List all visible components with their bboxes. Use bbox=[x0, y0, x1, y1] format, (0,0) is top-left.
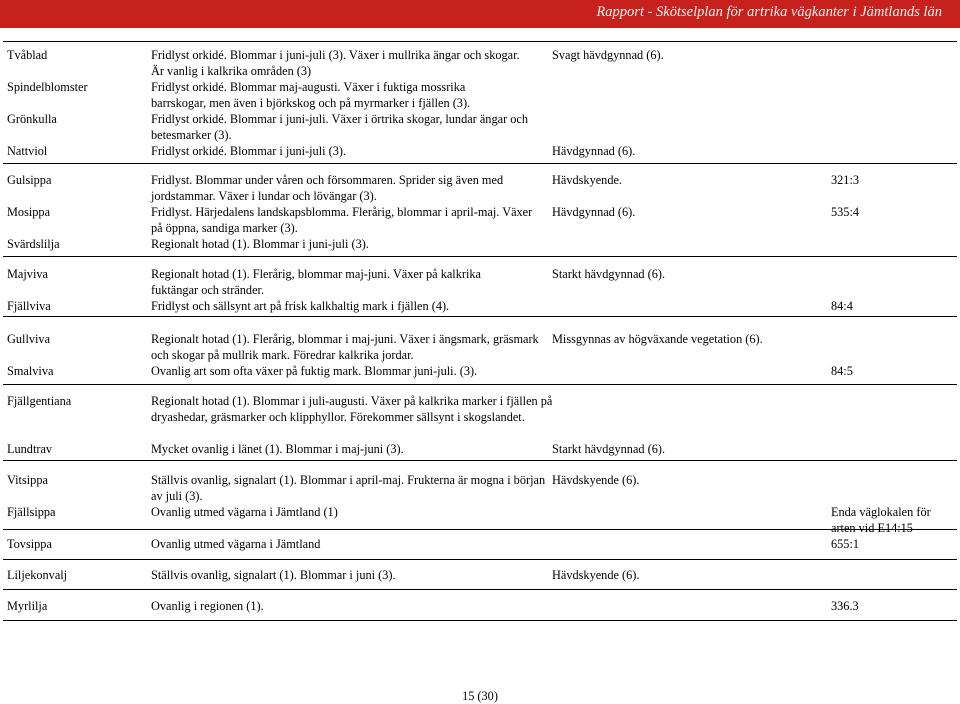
species-status: Starkt hävdgynnad (6). bbox=[552, 442, 666, 456]
species-name: Vitsippa bbox=[7, 473, 48, 487]
species-description: Ovanlig art som ofta växer på fuktig mark. Blommar juni-juli. (3). bbox=[151, 364, 478, 378]
group-divider bbox=[3, 460, 957, 461]
species-description: Ställvis ovanlig, signalart (1). Blommar i april-maj. Frukterna är mogna i början av juli (3). bbox=[151, 473, 546, 503]
species-ref: 321:3 bbox=[831, 173, 860, 187]
species-description: Regionalt hotad (1). Flerårig, blommar maj-juni. Växer på kalkrika fuktängar och stränder. bbox=[151, 267, 481, 297]
species-status: Hävdskyende. bbox=[552, 173, 623, 187]
species-name: Svärdslilja bbox=[7, 237, 60, 251]
species-name: Tvåblad bbox=[7, 48, 48, 62]
species-name: Smalviva bbox=[7, 364, 54, 378]
species-status: Hävdskyende (6). bbox=[552, 568, 640, 582]
species-name: Majviva bbox=[7, 267, 48, 281]
group-divider bbox=[3, 620, 957, 621]
species-description: Regionalt hotad (1). Blommar i juli-augusti. Växer på kalkrika marker i fjällen på dryashedar, gräsmarker och klipphyllor. Förekommer sällsynt i skogslandet. bbox=[151, 394, 553, 424]
species-status: Hävdgynnad (6). bbox=[552, 144, 636, 158]
species-description: Fridlyst. Härjedalens landskapsblomma. Flerårig, blommar i april-maj. Växer på öppna, sandiga marker (3). bbox=[151, 205, 533, 235]
species-name: Myrlilja bbox=[7, 599, 48, 613]
species-name: Spindelblomster bbox=[7, 80, 88, 94]
species-ref: 84:4 bbox=[831, 299, 853, 313]
species-description: Fridlyst orkidé. Blommar maj-augusti. Växer i fuktiga mossrika barrskogar, men även i björkskog och på myrmarker i fjällen (3). bbox=[151, 80, 471, 110]
species-status: Starkt hävdgynnad (6). bbox=[552, 267, 666, 281]
species-status: Missgynnas av högväxande vegetation (6). bbox=[552, 332, 763, 346]
species-description: Mycket ovanlig i länet (1). Blommar i maj-juni (3). bbox=[151, 442, 404, 456]
species-status: Hävdgynnad (6). bbox=[552, 205, 636, 219]
species-status: Hävdskyende (6). bbox=[552, 473, 640, 487]
species-description: Ovanlig i regionen (1). bbox=[151, 599, 264, 613]
species-name: Fjällsippa bbox=[7, 505, 56, 519]
group-divider bbox=[3, 384, 957, 385]
page-number: 15 (30) bbox=[462, 689, 498, 703]
species-name: Liljekonvalj bbox=[7, 568, 68, 582]
species-ref: 535:4 bbox=[831, 205, 860, 219]
species-description: Ovanlig utmed vägarna i Jämtland (1) bbox=[151, 505, 338, 519]
species-ref: Enda väglokalen för arten vid E14:15 bbox=[831, 505, 931, 535]
species-table bbox=[0, 28, 960, 702]
species-description: Regionalt hotad (1). Flerårig, blommar i maj-juni. Växer i ängsmark, gräsmark och skogar på mullrik mark. Föredrar kalkrika jordar. bbox=[151, 332, 539, 362]
species-description: Fridlyst och sällsynt art på frisk kalkhaltig mark i fjällen (4). bbox=[151, 299, 450, 313]
species-ref: 336.3 bbox=[831, 599, 859, 613]
species-name: Grönkulla bbox=[7, 112, 57, 126]
species-name: Fjällviva bbox=[7, 299, 51, 313]
species-description: Fridlyst orkidé. Blommar i juni-juli (3). Växer i mullrika ängar och skogar. Är vanlig i kalkrika områden (3) bbox=[151, 48, 520, 78]
species-description: Fridlyst. Blommar under våren och försommaren. Sprider sig även med jordstammar. Växer i lundar och lövängar (3). bbox=[151, 173, 504, 203]
species-name: Tovsippa bbox=[7, 537, 52, 551]
species-name: Lundtrav bbox=[7, 442, 53, 456]
species-ref: 655:1 bbox=[831, 537, 860, 551]
species-status: Svagt hävdgynnad (6). bbox=[552, 48, 664, 62]
species-name: Mosippa bbox=[7, 205, 51, 219]
group-divider bbox=[3, 163, 957, 164]
species-name: Gullviva bbox=[7, 332, 51, 346]
group-divider bbox=[3, 256, 957, 257]
group-divider bbox=[3, 589, 957, 590]
species-description: Fridlyst orkidé. Blommar i juni-juli. Växer i örtrika skogar, lundar ängar och betesmarker (3). bbox=[151, 112, 528, 142]
species-ref: 84:5 bbox=[831, 364, 853, 378]
species-description: Ovanlig utmed vägarna i Jämtland bbox=[151, 537, 321, 551]
species-name: Gulsippa bbox=[7, 173, 52, 187]
group-divider bbox=[3, 559, 957, 560]
group-divider bbox=[3, 529, 957, 530]
species-description: Regionalt hotad (1). Blommar i juni-juli (3). bbox=[151, 237, 369, 251]
header-bar bbox=[0, 0, 960, 28]
species-description: Fridlyst orkidé. Blommar i juni-juli (3). bbox=[151, 144, 347, 158]
species-name: Nattviol bbox=[7, 144, 48, 158]
group-divider bbox=[3, 41, 957, 42]
species-name: Fjällgentiana bbox=[7, 394, 72, 408]
report-title: Rapport - Skötselplan för artrika vägkanter i Jämtlands län bbox=[596, 4, 942, 20]
species-description: Ställvis ovanlig, signalart (1). Blommar i juni (3). bbox=[151, 568, 396, 582]
group-divider bbox=[3, 316, 957, 317]
